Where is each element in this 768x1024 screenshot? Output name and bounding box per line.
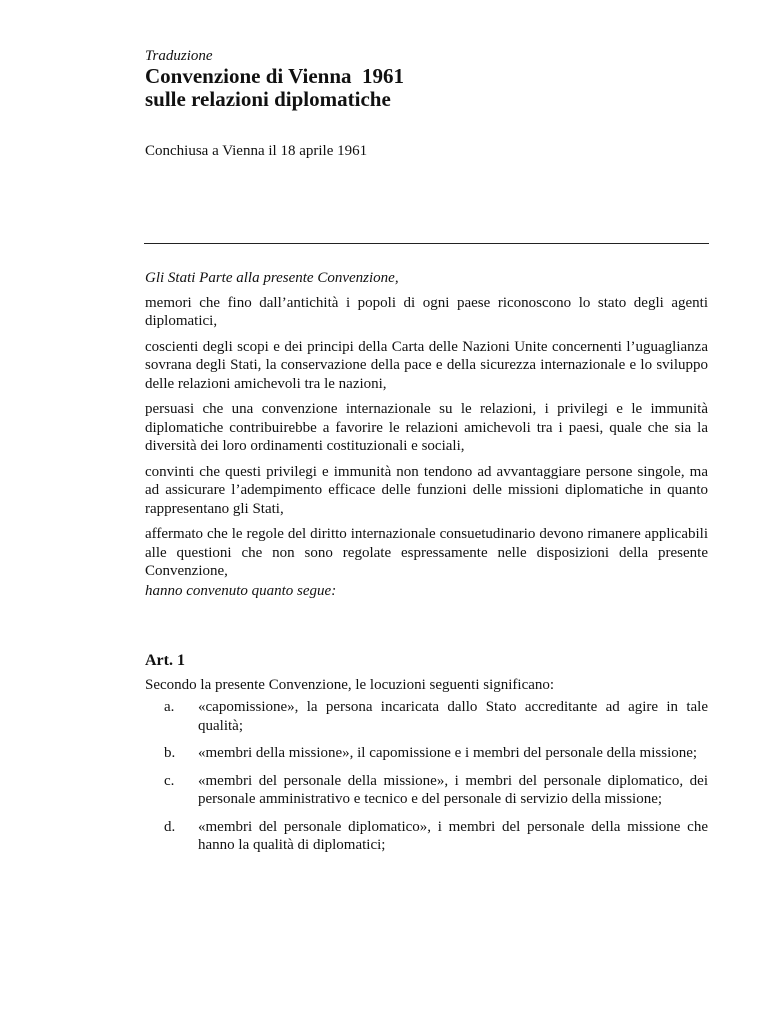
document-header bbox=[145, 47, 710, 111]
preamble-paragraph: coscienti degli scopi e dei principi della Carta delle Nazioni Unite concernenti l’uguaglianza sovrana degli Stati, la conservazione della pace e della sicurezza internazionale e lo sviluppo delle relazioni amichevoli tra le nazioni, bbox=[145, 338, 708, 392]
document-body bbox=[145, 269, 708, 864]
list-item-text: «membri del personale della missione», i membri del personale diplomatico, dei personale amministrativo e tecnico e del personale di servizio della missione; bbox=[198, 772, 708, 807]
translation-label: Traduzione bbox=[145, 48, 213, 64]
list-marker: b. bbox=[164, 745, 176, 761]
list-item-text: «membri della missione», il capomissione e i membri del personale della missione; bbox=[198, 745, 698, 761]
article-title: Art. 1 bbox=[145, 652, 185, 669]
preamble-closing: hanno convenuto quanto segue: bbox=[145, 582, 337, 599]
concluded-date: Conchiusa a Vienna il 18 aprile 1961 bbox=[145, 143, 368, 159]
list-item bbox=[145, 772, 708, 809]
list-item bbox=[145, 818, 708, 855]
list-item-text: «capomissione», la persona incaricata dallo Stato accreditante ad agire in tale qualità; bbox=[198, 699, 708, 734]
list-marker: d. bbox=[164, 818, 176, 835]
list-item bbox=[145, 744, 708, 763]
document-title bbox=[145, 65, 710, 111]
preamble-paragraph: affermato che le regole del diritto internazionale consuetudinario devono rimanere applicabili alle questioni che non sono regolate espressamente nelle disposizioni della presente Convenzione, bbox=[145, 526, 708, 579]
list-marker: a. bbox=[164, 699, 175, 715]
list-marker: c. bbox=[164, 772, 175, 789]
preamble-paragraph: memori che fino dall’antichità i popoli di ogni paese riconoscono lo stato degli agenti diplomatici, bbox=[145, 294, 708, 329]
title-line-1: Convenzione di Vienna 1961 bbox=[145, 64, 405, 88]
definition-list bbox=[145, 698, 708, 855]
preamble-paragraph: convinti che questi privilegi e immunità non tendono ad avvantaggiare persone singole, ma ad assicurare l’adempimento efficace delle funzioni delle missioni diplomatiche in quanto rappresentano gli Stati, bbox=[145, 463, 708, 517]
list-item bbox=[145, 698, 708, 735]
divider bbox=[144, 243, 709, 244]
preamble-intro: Gli Stati Parte alla presente Convenzione, bbox=[145, 270, 399, 286]
title-line-2: sulle relazioni diplomatiche bbox=[145, 87, 391, 111]
preamble-paragraph: persuasi che una convenzione internazionale su le relazioni, i privilegi e le immunità diplomatiche contribuirebbe a favorire le relazioni amichevoli tra i paesi, quale che sia la diversità dei loro ordinamenti costituzionali e sociali, bbox=[145, 401, 708, 454]
list-item-text: «membri del personale diplomatico», i membri del personale della missione che hanno la qualità di diplomatici; bbox=[198, 818, 708, 853]
article-lead: Secondo la presente Convenzione, le locuzioni seguenti significano: bbox=[145, 676, 555, 693]
